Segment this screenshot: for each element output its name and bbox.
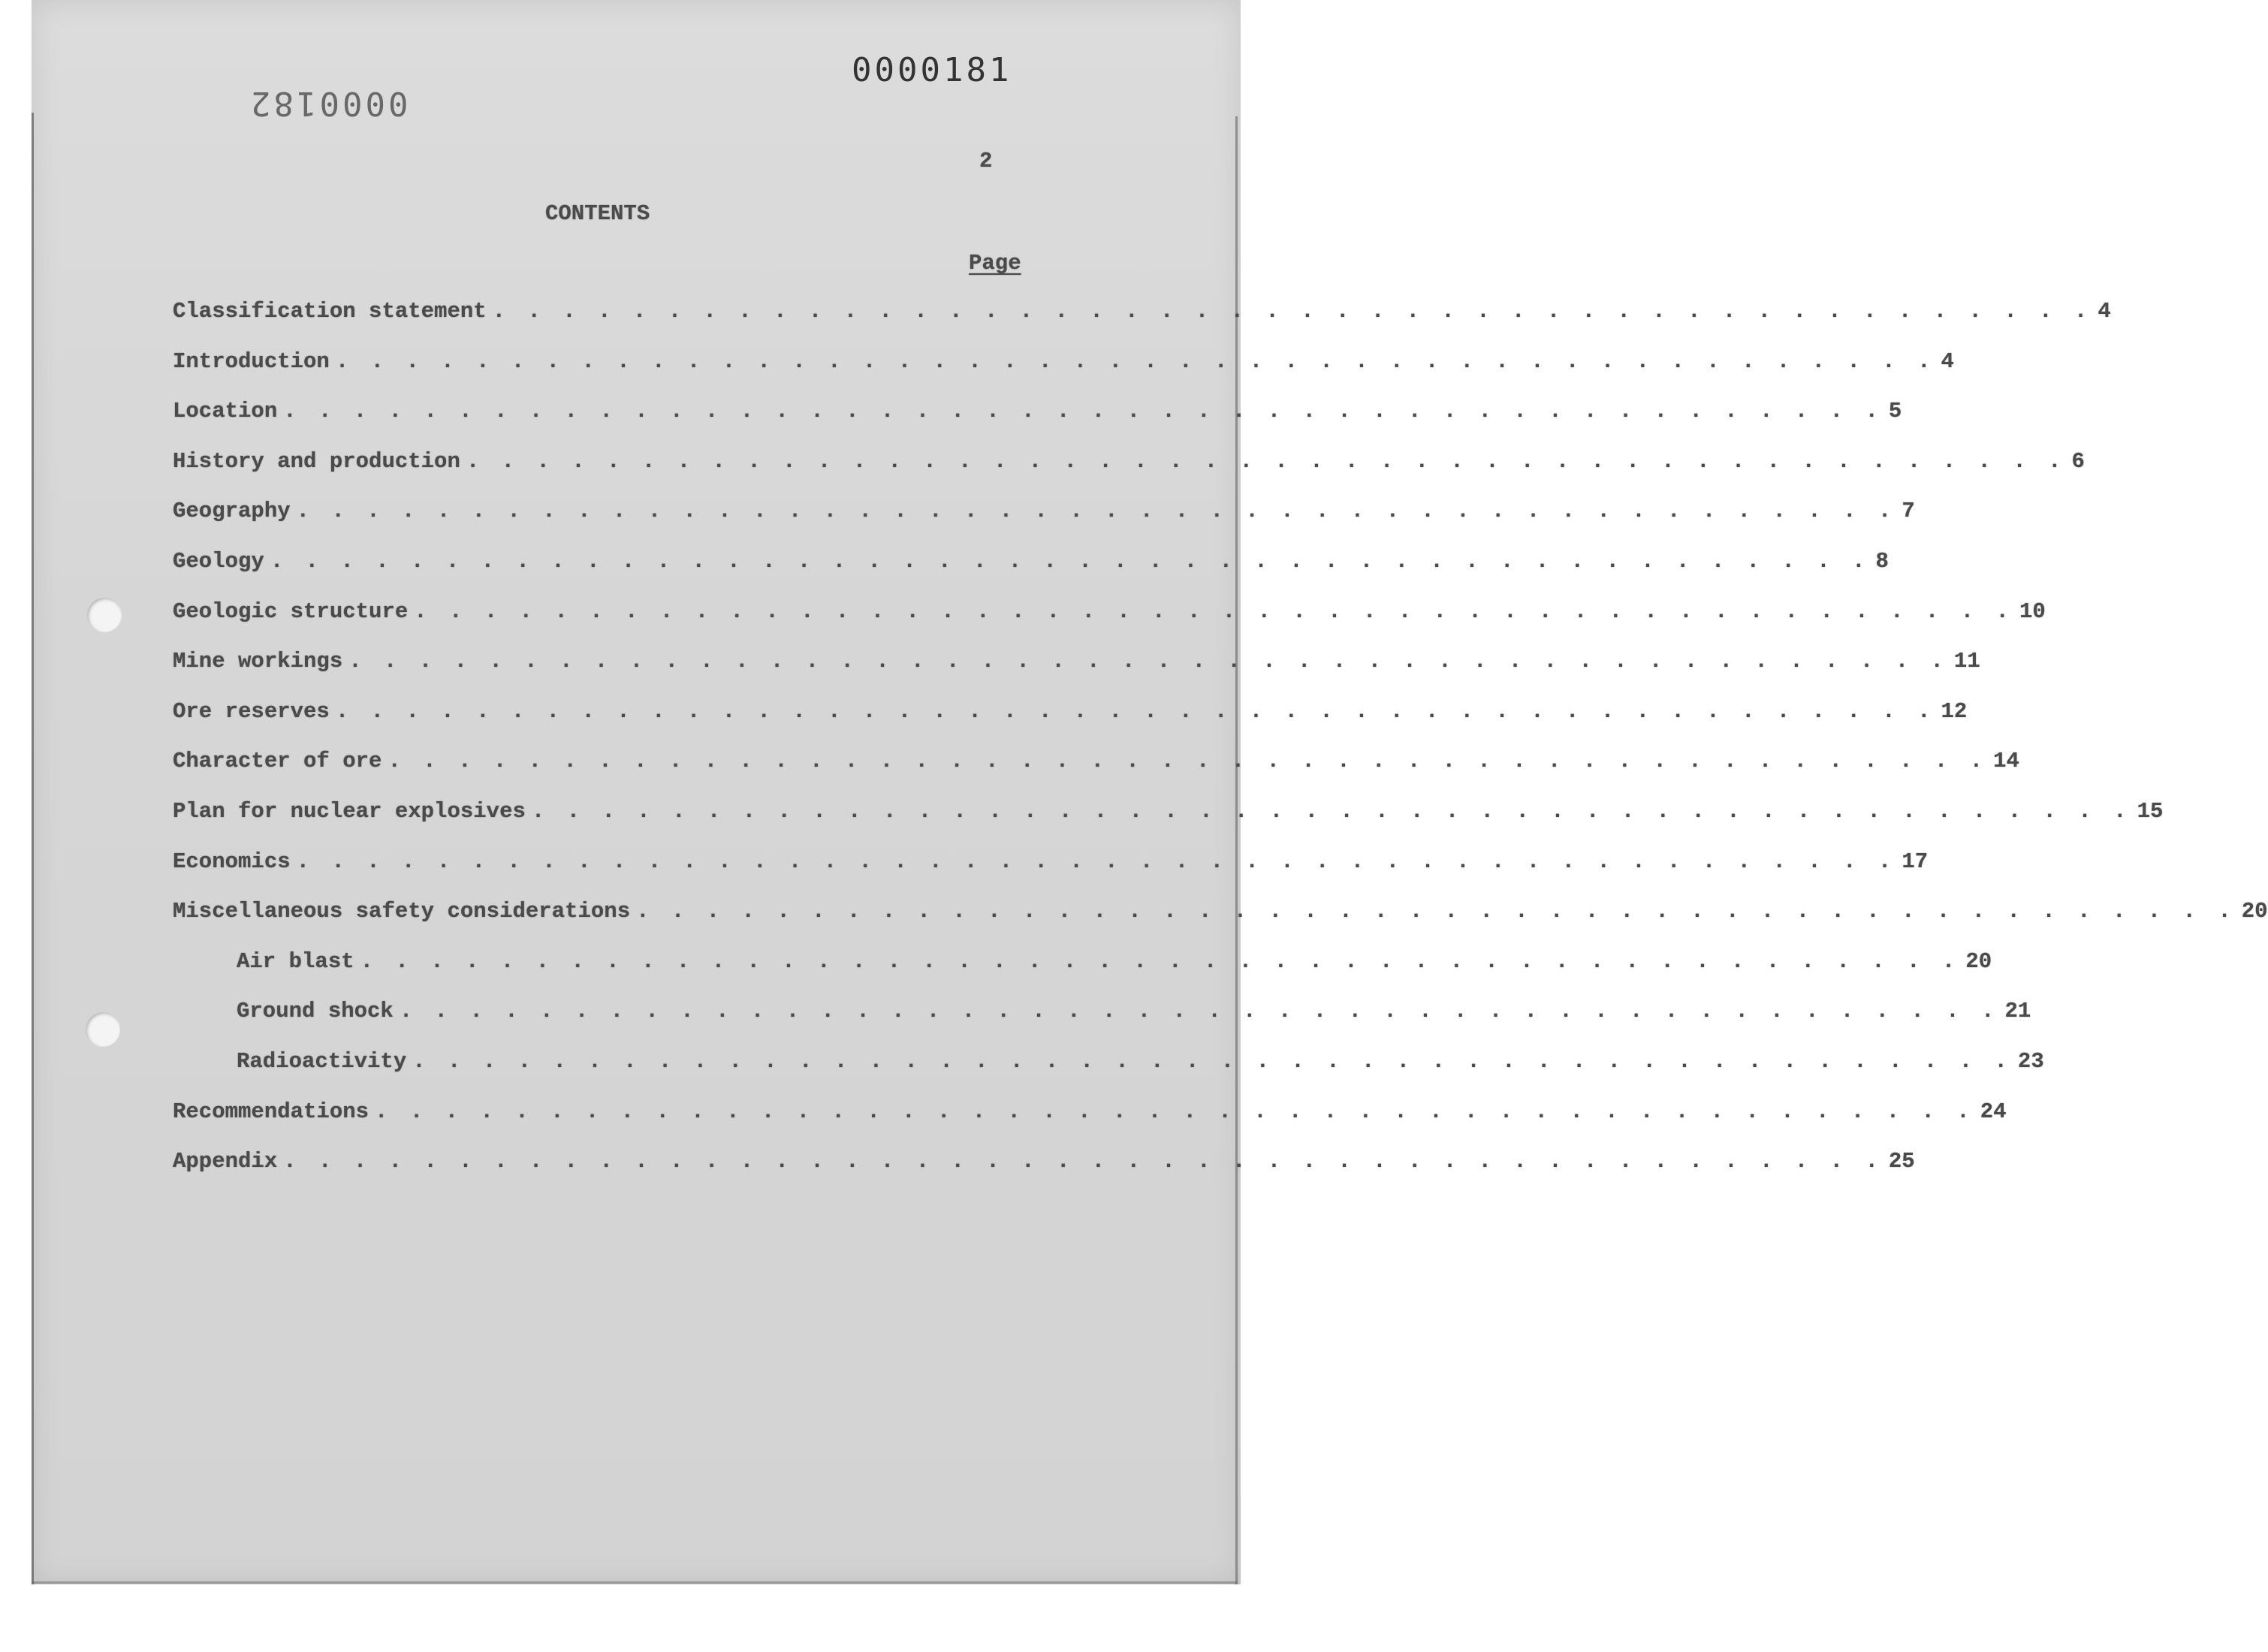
toc-entry-label: Geologic structure	[173, 598, 409, 624]
page-column-header: Page	[969, 251, 1021, 276]
toc-entry-page: 11	[1953, 649, 1980, 674]
mirrored-document-number-stamp: 0000182	[248, 84, 409, 122]
toc-entry-page: 6	[2071, 448, 2085, 474]
toc-dot-leader: . . . . . . . . . . . . . . . . . . . . . . . . . . . . . . . . . . . . . . . . . . . . . .	[360, 948, 1960, 974]
toc-entry	[173, 299, 2111, 329]
toc-entry	[237, 1049, 2044, 1079]
toc-entry	[237, 948, 1992, 979]
toc-entry-label: Mine workings	[173, 649, 343, 674]
toc-entry	[173, 499, 1915, 529]
toc-dot-leader: . . . . . . . . . . . . . . . . . . . . . . . . . . . . . . . . . . . . . . . . . . . . . .	[399, 999, 1999, 1024]
toc-entry	[173, 849, 1929, 879]
toc-entry-page: 23	[2017, 1049, 2044, 1074]
toc-entry	[173, 799, 2164, 829]
toc-entry	[173, 598, 2046, 629]
toc-entry-label: History and production	[173, 448, 460, 474]
toc-entry	[173, 698, 1968, 729]
toc-entry-page: 4	[1941, 348, 1954, 374]
toc-dot-leader: . . . . . . . . . . . . . . . . . . . . . . . . . . . . . . . . . . . . . . . . . . . . . .	[296, 499, 1896, 524]
toc-entry	[173, 1099, 2007, 1129]
toc-entry-label: Location	[173, 399, 278, 424]
toc-entry-label: Plan for nuclear explosives	[173, 799, 526, 824]
toc-entry-label: Recommendations	[173, 1099, 369, 1124]
toc-dot-leader: . . . . . . . . . . . . . . . . . . . . . . . . . . . . . . . . . . . . . . . . . . . . . .	[296, 849, 1896, 874]
contents-title: CONTENTS	[545, 201, 650, 226]
toc-entry-page: 10	[2019, 598, 2046, 624]
toc-dot-leader: . . . . . . . . . . . . . . . . . . . . . . . . . . . . . . . . . . . . . . . . . . . . . .	[283, 1149, 1883, 1174]
document-number-stamp: 0000181	[852, 51, 1012, 89]
toc-entry-label: Classification statement	[173, 299, 487, 324]
toc-entry-page: 21	[2004, 999, 2031, 1024]
toc-dot-leader: . . . . . . . . . . . . . . . . . . . . . . . . . . . . . . . . . . . . . . . . . . . . . .	[348, 649, 1948, 674]
toc-entry	[173, 348, 1954, 379]
toc-dot-leader: . . . . . . . . . . . . . . . . . . . . . . . . . . . . . . . . . . . . . . . . . . . . . .	[492, 299, 2092, 324]
toc-dot-leader: . . . . . . . . . . . . . . . . . . . . . . . . . . . . . . . . . . . . . . . . . . . . . .	[636, 899, 2236, 924]
toc-entry-page: 20	[2241, 899, 2268, 924]
toc-entry-page: 17	[1902, 849, 1929, 874]
toc-entry-label: Air blast	[237, 948, 354, 974]
toc-entry-label: Miscellaneous safety considerations	[173, 899, 631, 924]
toc-entry-page: 5	[1888, 399, 1902, 424]
toc-entry	[173, 549, 1889, 579]
toc-entry-label: Ore reserves	[173, 698, 330, 724]
toc-dot-leader: . . . . . . . . . . . . . . . . . . . . . . . . . . . . . . . . . . . . . . . . . . . . . .	[412, 1049, 2012, 1074]
toc-entry-page: 25	[1888, 1149, 1915, 1174]
toc-dot-leader: . . . . . . . . . . . . . . . . . . . . . . . . . . . . . . . . . . . . . . . . . . . . . .	[414, 598, 2013, 624]
toc-entry	[173, 649, 1980, 679]
toc-entry-label: Economics	[173, 849, 291, 874]
toc-entry-page: 12	[1941, 698, 1968, 724]
toc-entry-label: Character of ore	[173, 749, 382, 774]
toc-entry-label: Ground shock	[237, 999, 394, 1024]
toc-entry	[173, 749, 2019, 779]
toc-entry	[173, 399, 1902, 429]
toc-entry-page: 14	[1993, 749, 2019, 774]
toc-entry	[173, 899, 2268, 929]
toc-entry-page: 15	[2137, 799, 2164, 824]
toc-dot-leader: . . . . . . . . . . . . . . . . . . . . . . . . . . . . . . . . . . . . . . . . . . . . . .	[270, 549, 1870, 574]
toc-entry	[173, 1149, 1915, 1179]
toc-entry-label: Radioactivity	[237, 1049, 407, 1074]
toc-entry-page: 8	[1875, 549, 1889, 574]
toc-entry	[173, 448, 2085, 479]
toc-dot-leader: . . . . . . . . . . . . . . . . . . . . . . . . . . . . . . . . . . . . . . . . . . . . . .	[335, 698, 1935, 724]
toc-dot-leader: . . . . . . . . . . . . . . . . . . . . . . . . . . . . . . . . . . . . . . . . . . . . . .	[531, 799, 2131, 824]
toc-entry-page: 24	[1980, 1099, 2007, 1124]
toc-entry-page: 20	[1965, 948, 1992, 974]
toc-dot-leader: . . . . . . . . . . . . . . . . . . . . . . . . . . . . . . . . . . . . . . . . . . . . . .	[335, 348, 1935, 374]
toc-entry-label: Appendix	[173, 1149, 278, 1174]
page-number: 2	[979, 149, 993, 173]
toc-dot-leader: . . . . . . . . . . . . . . . . . . . . . . . . . . . . . . . . . . . . . . . . . . . . . .	[375, 1099, 1974, 1124]
toc-dot-leader: . . . . . . . . . . . . . . . . . . . . . . . . . . . . . . . . . . . . . . . . . . . . . .	[283, 399, 1883, 424]
toc-entry-label: Introduction	[173, 348, 330, 374]
toc-entry-page: 7	[1902, 499, 1915, 524]
toc-dot-leader: . . . . . . . . . . . . . . . . . . . . . . . . . . . . . . . . . . . . . . . . . . . . . .	[388, 749, 1988, 774]
toc-entry-label: Geology	[173, 549, 264, 574]
toc-entry-page: 4	[2098, 299, 2111, 324]
toc-entry	[237, 999, 2031, 1029]
toc-entry-label: Geography	[173, 499, 291, 524]
toc-dot-leader: . . . . . . . . . . . . . . . . . . . . . . . . . . . . . . . . . . . . . . . . . . . . . .	[466, 448, 2066, 474]
